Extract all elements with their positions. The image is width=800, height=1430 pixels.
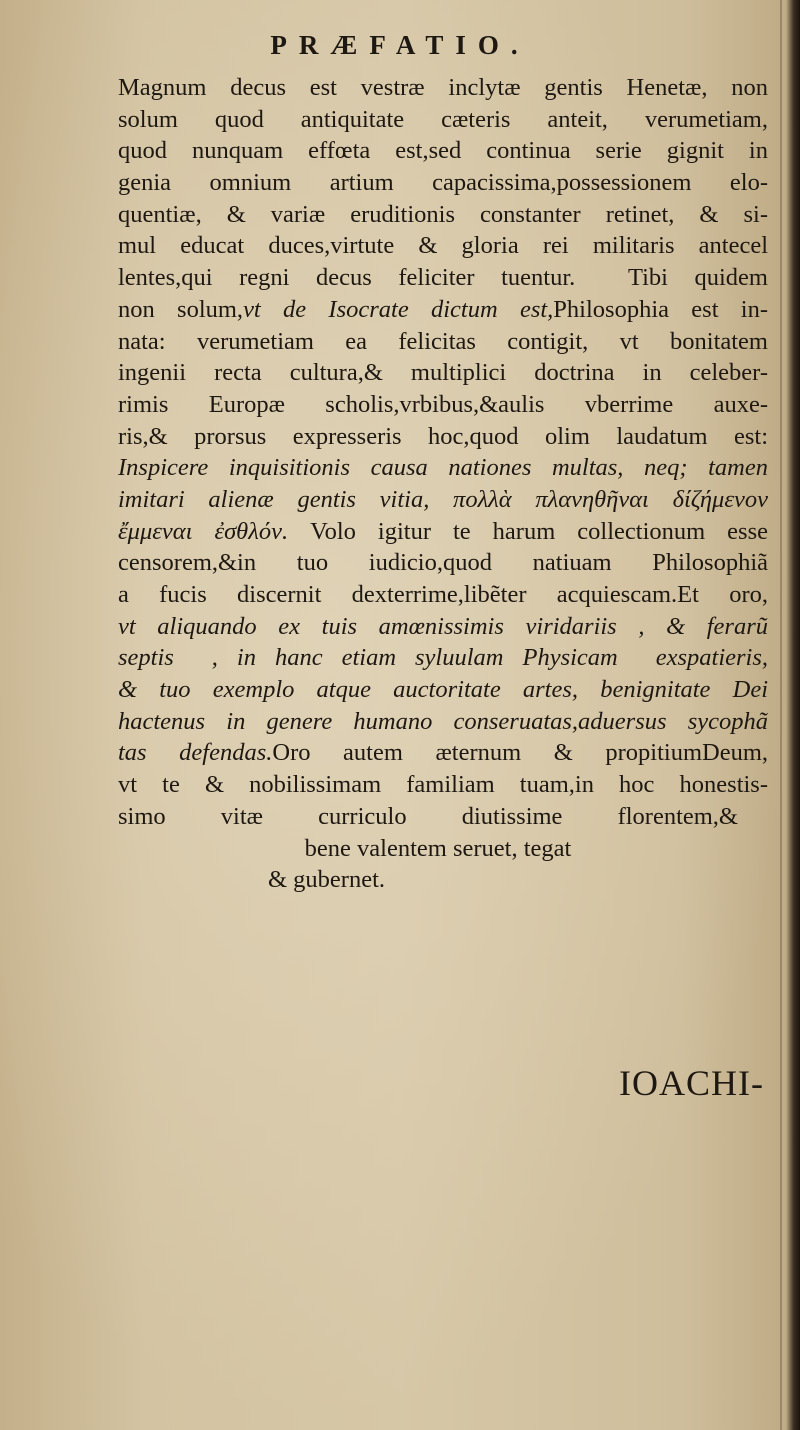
text-segment: censorem,&in tuo iudicio,quod natiuam Philosophiã (118, 549, 768, 577)
text-segment: & gubernet. (268, 866, 386, 894)
italic-text-segment: & tuo exemplo atque auctoritate artes, benignitate Dei (118, 676, 768, 704)
text-line (118, 452, 768, 484)
text-line (118, 294, 768, 326)
italic-text-segment: Inspicere inquisitionis causa nationes multas, neq; tamen (118, 454, 768, 482)
text-line (118, 579, 768, 611)
text-line (118, 769, 768, 801)
text-segment: quod nunquam effœta est,sed continua serie gignit in (118, 137, 768, 165)
text-line (118, 389, 768, 421)
text-segment: nata: verumetiam ea felicitas contigit, vt bonitatem (118, 327, 768, 355)
text-segment: ris,& prorsus expresseris hoc,quod olim laudatum est: (118, 422, 768, 450)
text-segment: genia omnium artium capacissima,possessionem elo- (118, 169, 768, 197)
text-line (118, 135, 768, 167)
italic-text-segment: septis , in hanc etiam syluulam Physicam exspatieris, (118, 644, 768, 672)
text-segment: rimis Europæ scholis,vrbibus,&aulis vberrime auxe- (118, 390, 768, 418)
running-header: PRÆFATIO. (270, 30, 530, 60)
text-line (118, 484, 768, 516)
text-line (118, 674, 768, 706)
text-line (118, 199, 768, 231)
text-line (118, 326, 768, 358)
text-segment: non solum, (118, 295, 244, 323)
text-line (118, 104, 768, 136)
text-line (118, 230, 768, 262)
text-segment: ingenii recta cultura,& multiplici doctrina in celeber- (118, 359, 768, 387)
binding-gutter (786, 0, 800, 1430)
catchword: IOACHI- (619, 1063, 764, 1103)
page-edge-shadow (780, 0, 782, 1430)
text-segment: mul educat duces,virtute & gloria rei militaris antecel (118, 232, 768, 260)
text-line (118, 864, 568, 896)
italic-text-segment: tas defendas. (118, 739, 273, 767)
text-line (118, 801, 738, 833)
text-line (118, 833, 648, 865)
italic-text-segment: vt de Isocrate dictum est, (243, 295, 554, 323)
text-segment: a fucis discernit dexterrime,libẽter acquiescam.Et oro, (118, 581, 768, 608)
text-line (118, 547, 768, 579)
text-line (118, 72, 768, 104)
text-segment: Oro autem æternum & propitiumDeum, (272, 739, 768, 767)
text-line (118, 642, 768, 674)
preface-text-block (118, 72, 768, 896)
text-line (118, 706, 768, 738)
italic-text-segment: ἔμμεναι ἐσθλόν. (118, 517, 289, 545)
text-line (118, 737, 768, 769)
italic-text-segment: vt aliquando ex tuis amœnissimis viridariis , & ferarũ (118, 612, 768, 640)
text-line (118, 611, 768, 643)
text-segment: Philosophia est in- (553, 295, 768, 323)
text-line (118, 167, 768, 199)
text-segment: Magnum decus est vestræ inclytæ gentis Henetæ, non (118, 74, 768, 101)
text-segment: solum quod antiquitate cæteris anteit, verumetiam, (118, 105, 768, 133)
text-segment: vt te & nobilissimam familiam tuam,in hoc honestis- (118, 771, 768, 799)
text-line (118, 421, 768, 453)
text-line (118, 262, 768, 294)
text-line (118, 516, 768, 548)
text-segment: quentiæ, & variæ eruditionis constanter retinet, & si- (118, 200, 768, 228)
text-segment: bene valentem seruet, tegat (304, 834, 572, 862)
text-line (118, 357, 768, 389)
text-segment: Volo igitur te harum collectionum esse (288, 517, 768, 545)
italic-text-segment: hactenus in genere humano conseruatas,aduersus sycophã (118, 707, 768, 735)
italic-text-segment: imitari alienæ gentis vitia, πολλὰ πλανηθῆναι δίζήμενον (118, 485, 768, 513)
text-segment: simo vitæ curriculo diutissime florentem,& (118, 802, 738, 830)
text-segment: lentes,qui regni decus feliciter tuentur. Tibi quidem (118, 264, 768, 292)
